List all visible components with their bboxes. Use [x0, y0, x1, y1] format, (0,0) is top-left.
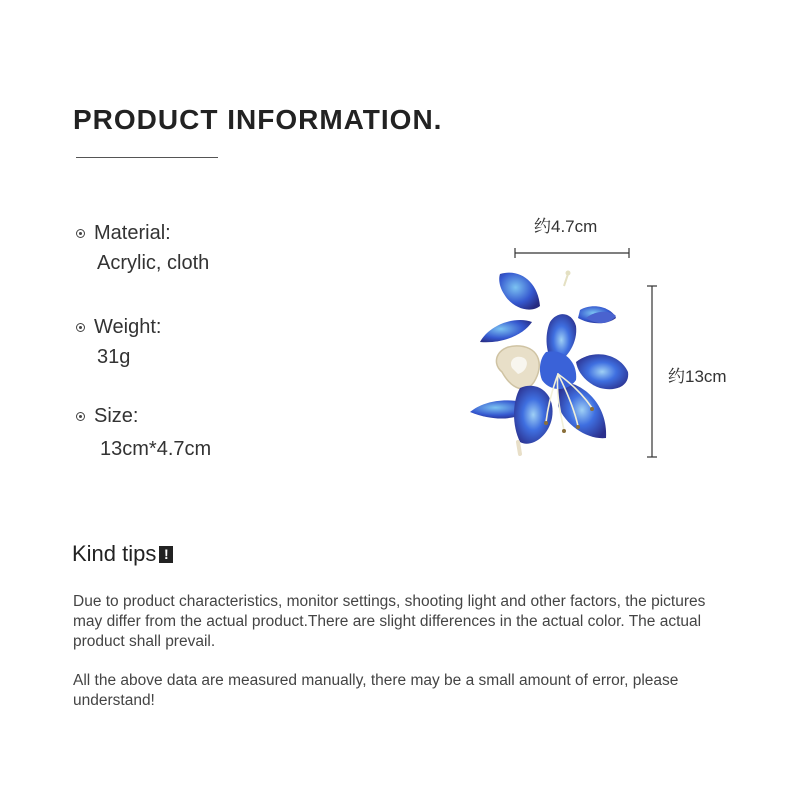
spec-value: Acrylic, cloth [97, 252, 210, 274]
page-title: PRODUCT INFORMATION. [73, 104, 443, 135]
spec-label: Weight: [94, 316, 162, 338]
height-label: 约13cm [668, 367, 727, 386]
spec-label: Size: [94, 405, 139, 427]
product-image-flower-clip [460, 262, 640, 462]
spec-value: 31g [97, 346, 131, 368]
spec-label: Material: [94, 222, 171, 244]
kind-tips-heading [72, 541, 173, 567]
tips-paragraph-2: All the above data are measured manually, there may be a small amount of error, please understand! [73, 672, 679, 709]
tips-paragraph-1: Due to product characteristics, monitor settings, shooting light and other factors, the pictures may differ from the actual product.There are slight differences in the actual color. The actual product shall prevail. [73, 593, 706, 650]
spec-value: 13cm*4.7cm [100, 438, 212, 460]
width-label: 约4.7cm [534, 217, 598, 236]
warning-icon: ! [159, 546, 173, 563]
kind-tips-label: Kind tips [72, 541, 157, 566]
